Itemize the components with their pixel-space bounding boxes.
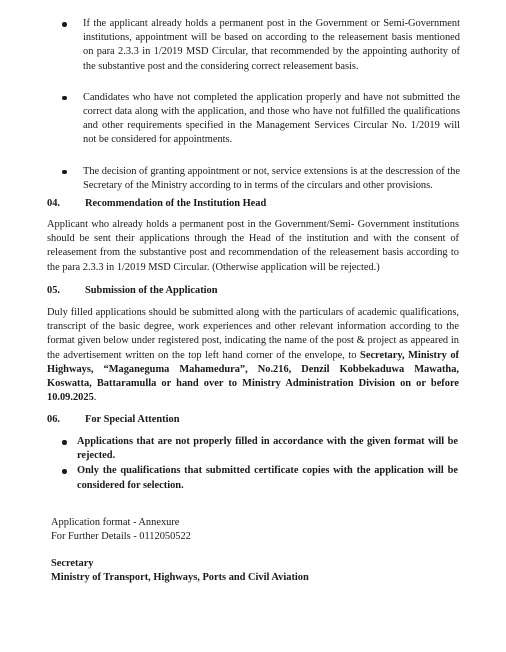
section-number: 05. [47, 285, 60, 296]
bullet-dot [62, 440, 67, 445]
section-title: Submission of the Application [85, 285, 218, 296]
list-item-text: The decision of granting appointment or not, service extensions is at the descression of the Secretary of the Ministry according to in terms of the circulars and other provisions. [83, 165, 460, 191]
section-title: For Special Attention [85, 414, 180, 425]
section-06-heading [47, 413, 179, 427]
section-04-heading [47, 197, 266, 211]
list-item [0, 435, 506, 463]
further-details-line: For Further Details - 0112050522 [51, 531, 191, 542]
section-05-text: Duly filled applications should be submitted along with the particulars of academic qualifications, transcript of the basic degree, work experiences and other relevant information according to the format given below under registered post, indicating the name of the post & project as appeared in the advertisement written on the top left hand corner of the envelope, to [47, 307, 459, 361]
list-item [0, 17, 506, 74]
section-05-address: Secretary, Ministry of Highways, “Maganeguma Mahamedura”, No.216, Denzil Kobbekaduwa Mawatha, Koswatta, Battaramulla or hand over to Ministry Administration Division on or before 10.09.2025 [47, 349, 459, 404]
list-item-text: Only the qualifications that submitted certificate copies with the application will be considered for selection. [77, 465, 458, 491]
intro-bullet-list [0, 17, 506, 193]
list-item-text: Applications that are not properly filled in accordance with the given format will be rejected. [77, 436, 458, 462]
section-number: 04. [47, 198, 60, 209]
application-format-line: Application format - Annexure [51, 517, 180, 528]
bullet-dot [62, 22, 67, 27]
section-title: Recommendation of the Institution Head [85, 198, 267, 209]
section-number: 06. [47, 414, 60, 425]
list-item [0, 91, 506, 148]
list-item-text: If the applicant already holds a permanent post in the Government or Semi-Government institutions, appointment will be based on according to the releasement basis mentioned on para 2.3.3 in 1/2019 MSD Circular, that recommended by the appointing authority of the substantive post and the considering correct releasement basis. [83, 18, 460, 72]
list-item [0, 464, 506, 492]
bullet-dot [62, 170, 67, 175]
list-item-text: Candidates who have not completed the application properly and have not submitted the correct data along with the application, and those who have not fulfilled the qualifications and other requirements specified in the Management Services Circular No. 1/2019 will not be considered for appointments. [83, 91, 460, 146]
section-04-body: Applicant who already holds a permanent post in the Government/Semi- Government institutions should be sent their applications through the Head of the institution and with the consent of releasement from the substantive post and recommendation of the releasement basis according to the para 2.3.3 in 1/2019 MSD Circular. (Otherwise application will be rejected.) [47, 219, 459, 273]
list-item [0, 165, 506, 193]
bullet-dot [62, 96, 67, 101]
attention-bullet-list [0, 435, 506, 493]
section-05-end: . [93, 392, 97, 404]
signatory-title: Secretary [51, 558, 94, 569]
signatory-organization: Ministry of Transport, Highways, Ports and Civil Aviation [51, 572, 309, 583]
section-05-body [47, 306, 459, 405]
section-05-heading [47, 284, 218, 298]
bullet-dot [62, 469, 67, 474]
